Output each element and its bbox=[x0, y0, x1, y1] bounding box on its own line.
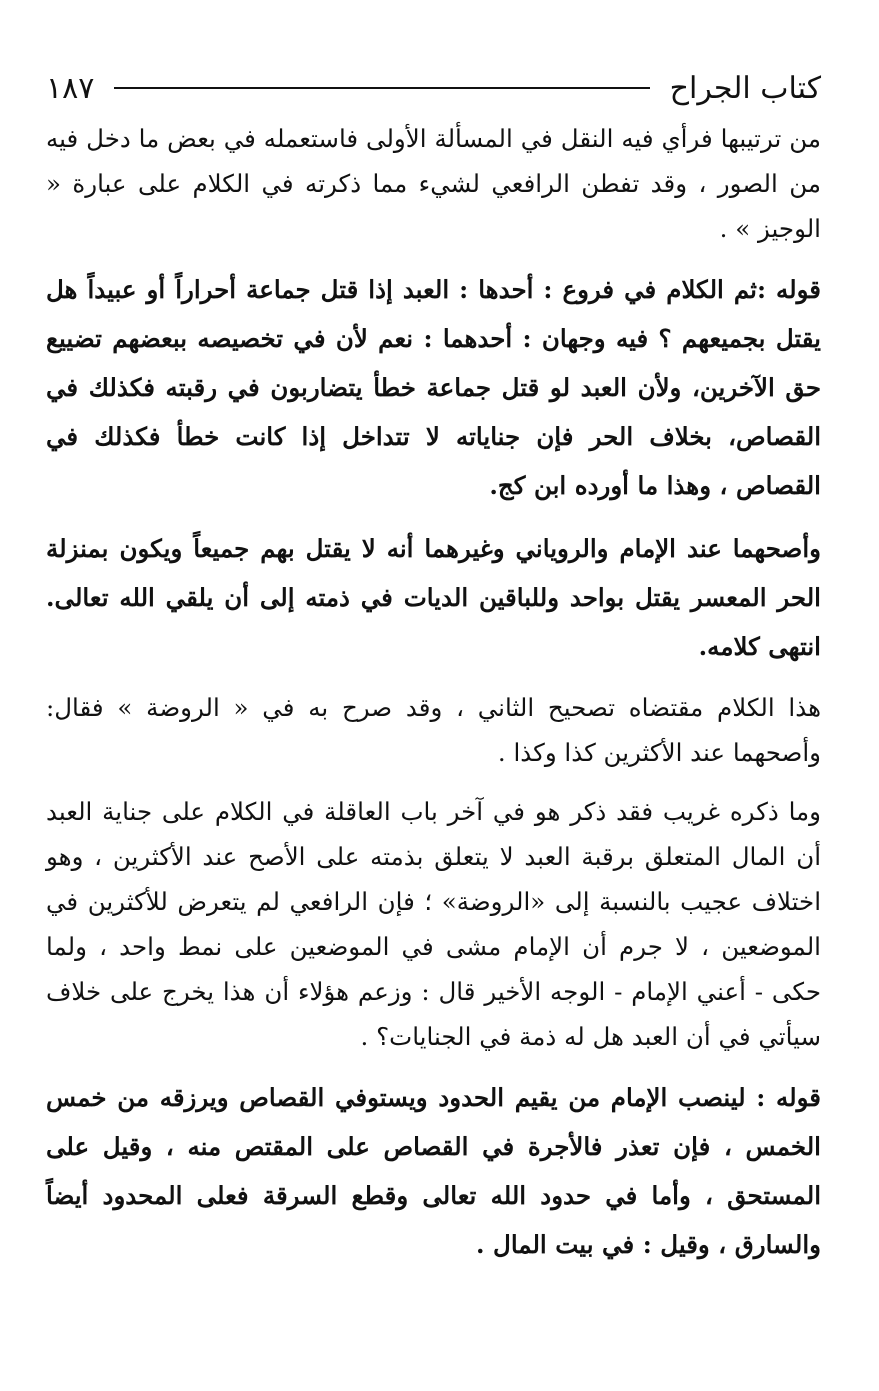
paragraph-commentary-rawda: هذا الكلام مقتضاه تصحيح الثاني ، وقد صرح به في « الروضة » فقال: وأصحهما عند الأكثرين كذا وكذا . bbox=[46, 693, 821, 767]
header-rule bbox=[114, 87, 649, 89]
chapter-title: كتاب الجراح bbox=[669, 70, 821, 106]
paragraph-quote-branches: قوله :ثم الكلام في فروع : أحدها : العبد إذا قتل جماعة أحراراً أو عبيداً هل يقتل بجميعهم ؟ فيه وجهان : أحدهما : نعم لأن في تخصيصه ببعضهم تضييع حق الآخرين، ولأن العبد لو قتل جماعة خطأ يتضاربون في رقبته فكذلك في القصاص، بخلاف الحر فإن جناياته لا تتداخل إذا كانت خطأ فكذلك في القصاص ، وهذا ما أورده ابن كج. bbox=[46, 275, 821, 500]
paragraph-quote-correct-view: وأصحهما عند الإمام والروياني وغيرهما أنه لا يقتل بهم جميعاً ويكون بمنزلة الحر المعسر يقتل بواحد وللباقين الديات في ذمته إلى أن يلقي الله تعالى. انتهى كلامه. bbox=[46, 534, 821, 661]
paragraph-commentary-strange: وما ذكره غريب فقد ذكر هو في آخر باب العاقلة في الكلام على جناية العبد أن المال المتعلق برقبة العبد لا يتعلق بذمته على الأصح عند الأكثرين ، وهو اختلاف عجيب بالنسبة إلى «الروضة» ؛ فإن الرافعي لم يتعرض للأكثرين في الموضعين ، لا جرم أن الإمام مشى في الموضعين على نمط واحد ، ولما حكى - أعني الإمام - الوجه الأخير قال : وزعم هؤلاء أن هذا يخرج على خلاف سيأتي في أن العبد هل له ذمة في الجنايات؟ . bbox=[46, 797, 821, 1051]
paragraph-quote-imam: قوله : لينصب الإمام من يقيم الحدود ويستوفي القصاص ويرزقه من خمس الخمس ، فإن تعذر فالأجرة في القصاص على المقتص منه ، وقيل على المستحق ، وأما في حدود الله تعالى وقطع السرقة فعلى المحدود أيضاً والسارق ، وقيل : في بيت المال . bbox=[46, 1083, 821, 1259]
page-number: ١٨٧ bbox=[46, 70, 95, 106]
paragraph-continuation: من ترتيبها فرأي فيه النقل في المسألة الأولى فاستعمله في بعض ما دخل فيه من الصور ، وقد تفطن الرافعي لشيء مما ذكرته في الكلام على عبارة « الوجيز » . bbox=[46, 124, 821, 243]
running-header bbox=[46, 68, 821, 108]
